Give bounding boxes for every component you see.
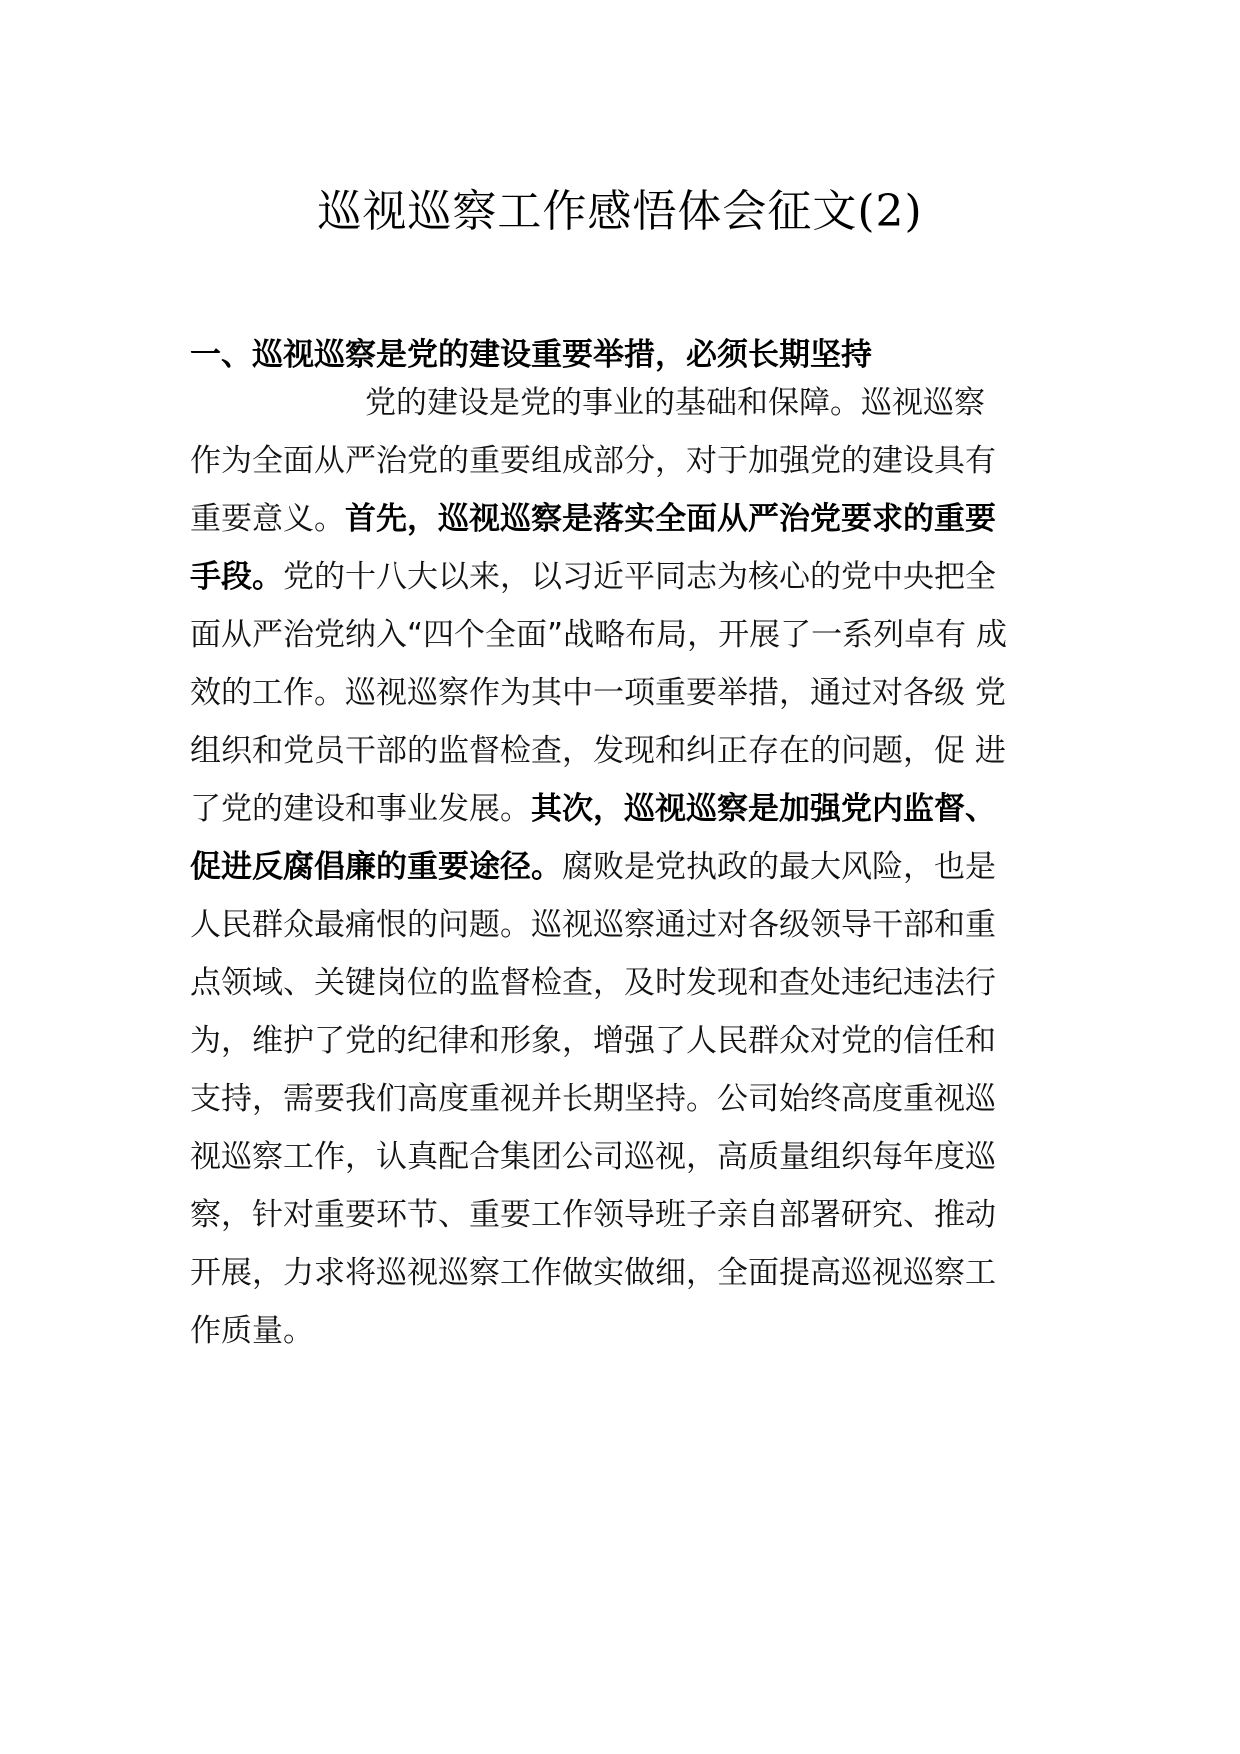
body-text: 为，维护了党的纪律和形象，增强了人民群众对党的信任和 (190, 1023, 996, 1059)
paragraph-line (190, 432, 1070, 490)
document-title: 巡视巡察工作感悟体会征文(2) (317, 186, 923, 237)
emphasis-text: 其次，巡视巡察是加强党内监督、 (531, 791, 996, 827)
body-text: 支持，需要我们高度重视并长期坚持。公司始终高度重视巡 (190, 1081, 996, 1117)
paragraph-line (190, 1302, 1070, 1360)
paragraph-line (190, 838, 1070, 896)
paragraph-line (190, 1128, 1070, 1186)
emphasis-text: 促进反腐倡廉的重要途径。 (190, 849, 562, 885)
body-text: 党的建设是党的事业的基础和保障。巡视巡察 (365, 385, 985, 421)
body-text: 了党的建设和事业发展。 (190, 791, 531, 827)
paragraph-line (190, 722, 1070, 780)
paragraph-line (190, 606, 1070, 664)
body-text: 效的工作。巡视巡察作为其中一项重要举措，通过对各级 党 (190, 675, 1006, 711)
body-text: 腐败是党执政的最大风险，也是 (562, 849, 996, 885)
body-text: 作为全面从严治党的重要组成部分，对于加强党的建设具有 (190, 443, 996, 479)
paragraph-line (190, 1070, 1070, 1128)
paragraph-line (190, 1186, 1070, 1244)
paragraph-line (190, 1012, 1070, 1070)
paragraph-line (190, 1244, 1070, 1302)
body-text: 察，针对重要环节、重要工作领导班子亲自部署研究、推动 (190, 1197, 996, 1233)
section-heading: 一、巡视巡察是党的建设重要举措，必须长期坚持 (190, 337, 872, 373)
body-text: 视巡察工作，认真配合集团公司巡视，高质量组织每年度巡 (190, 1139, 996, 1175)
paragraph-line (190, 780, 1070, 838)
paragraph-line (190, 664, 1070, 722)
emphasis-text: 手段。 (190, 559, 283, 595)
body-text: 重要意义。 (190, 501, 345, 537)
body-text: 点领域、关键岗位的监督检查，及时发现和查处违纪违法行 (190, 965, 996, 1001)
body-text: 党的十八大以来，以习近平同志为核心的党中央把全 (283, 559, 996, 595)
paragraph-line (190, 490, 1070, 548)
body-text: 组织和党员干部的监督检查，发现和纠正存在的问题，促 进 (190, 733, 1006, 769)
paragraph-line (190, 954, 1070, 1012)
paragraph-line (190, 374, 1070, 432)
paragraph-body (190, 374, 1070, 1360)
body-text: 人民群众最痛恨的问题。巡视巡察通过对各级领导干部和重 (190, 907, 996, 943)
emphasis-text: 首先，巡视巡察是落实全面从严治党要求的重要 (345, 501, 996, 537)
body-text: 面从严治党纳入“四个全面”战略布局，开展了一系列卓有 成 (190, 617, 1007, 653)
body-text: 作质量。 (190, 1313, 314, 1349)
body-text: 开展，力求将巡视巡察工作做实做细，全面提高巡视巡察工 (190, 1255, 996, 1291)
paragraph-line (190, 896, 1070, 954)
paragraph-line (190, 548, 1070, 606)
